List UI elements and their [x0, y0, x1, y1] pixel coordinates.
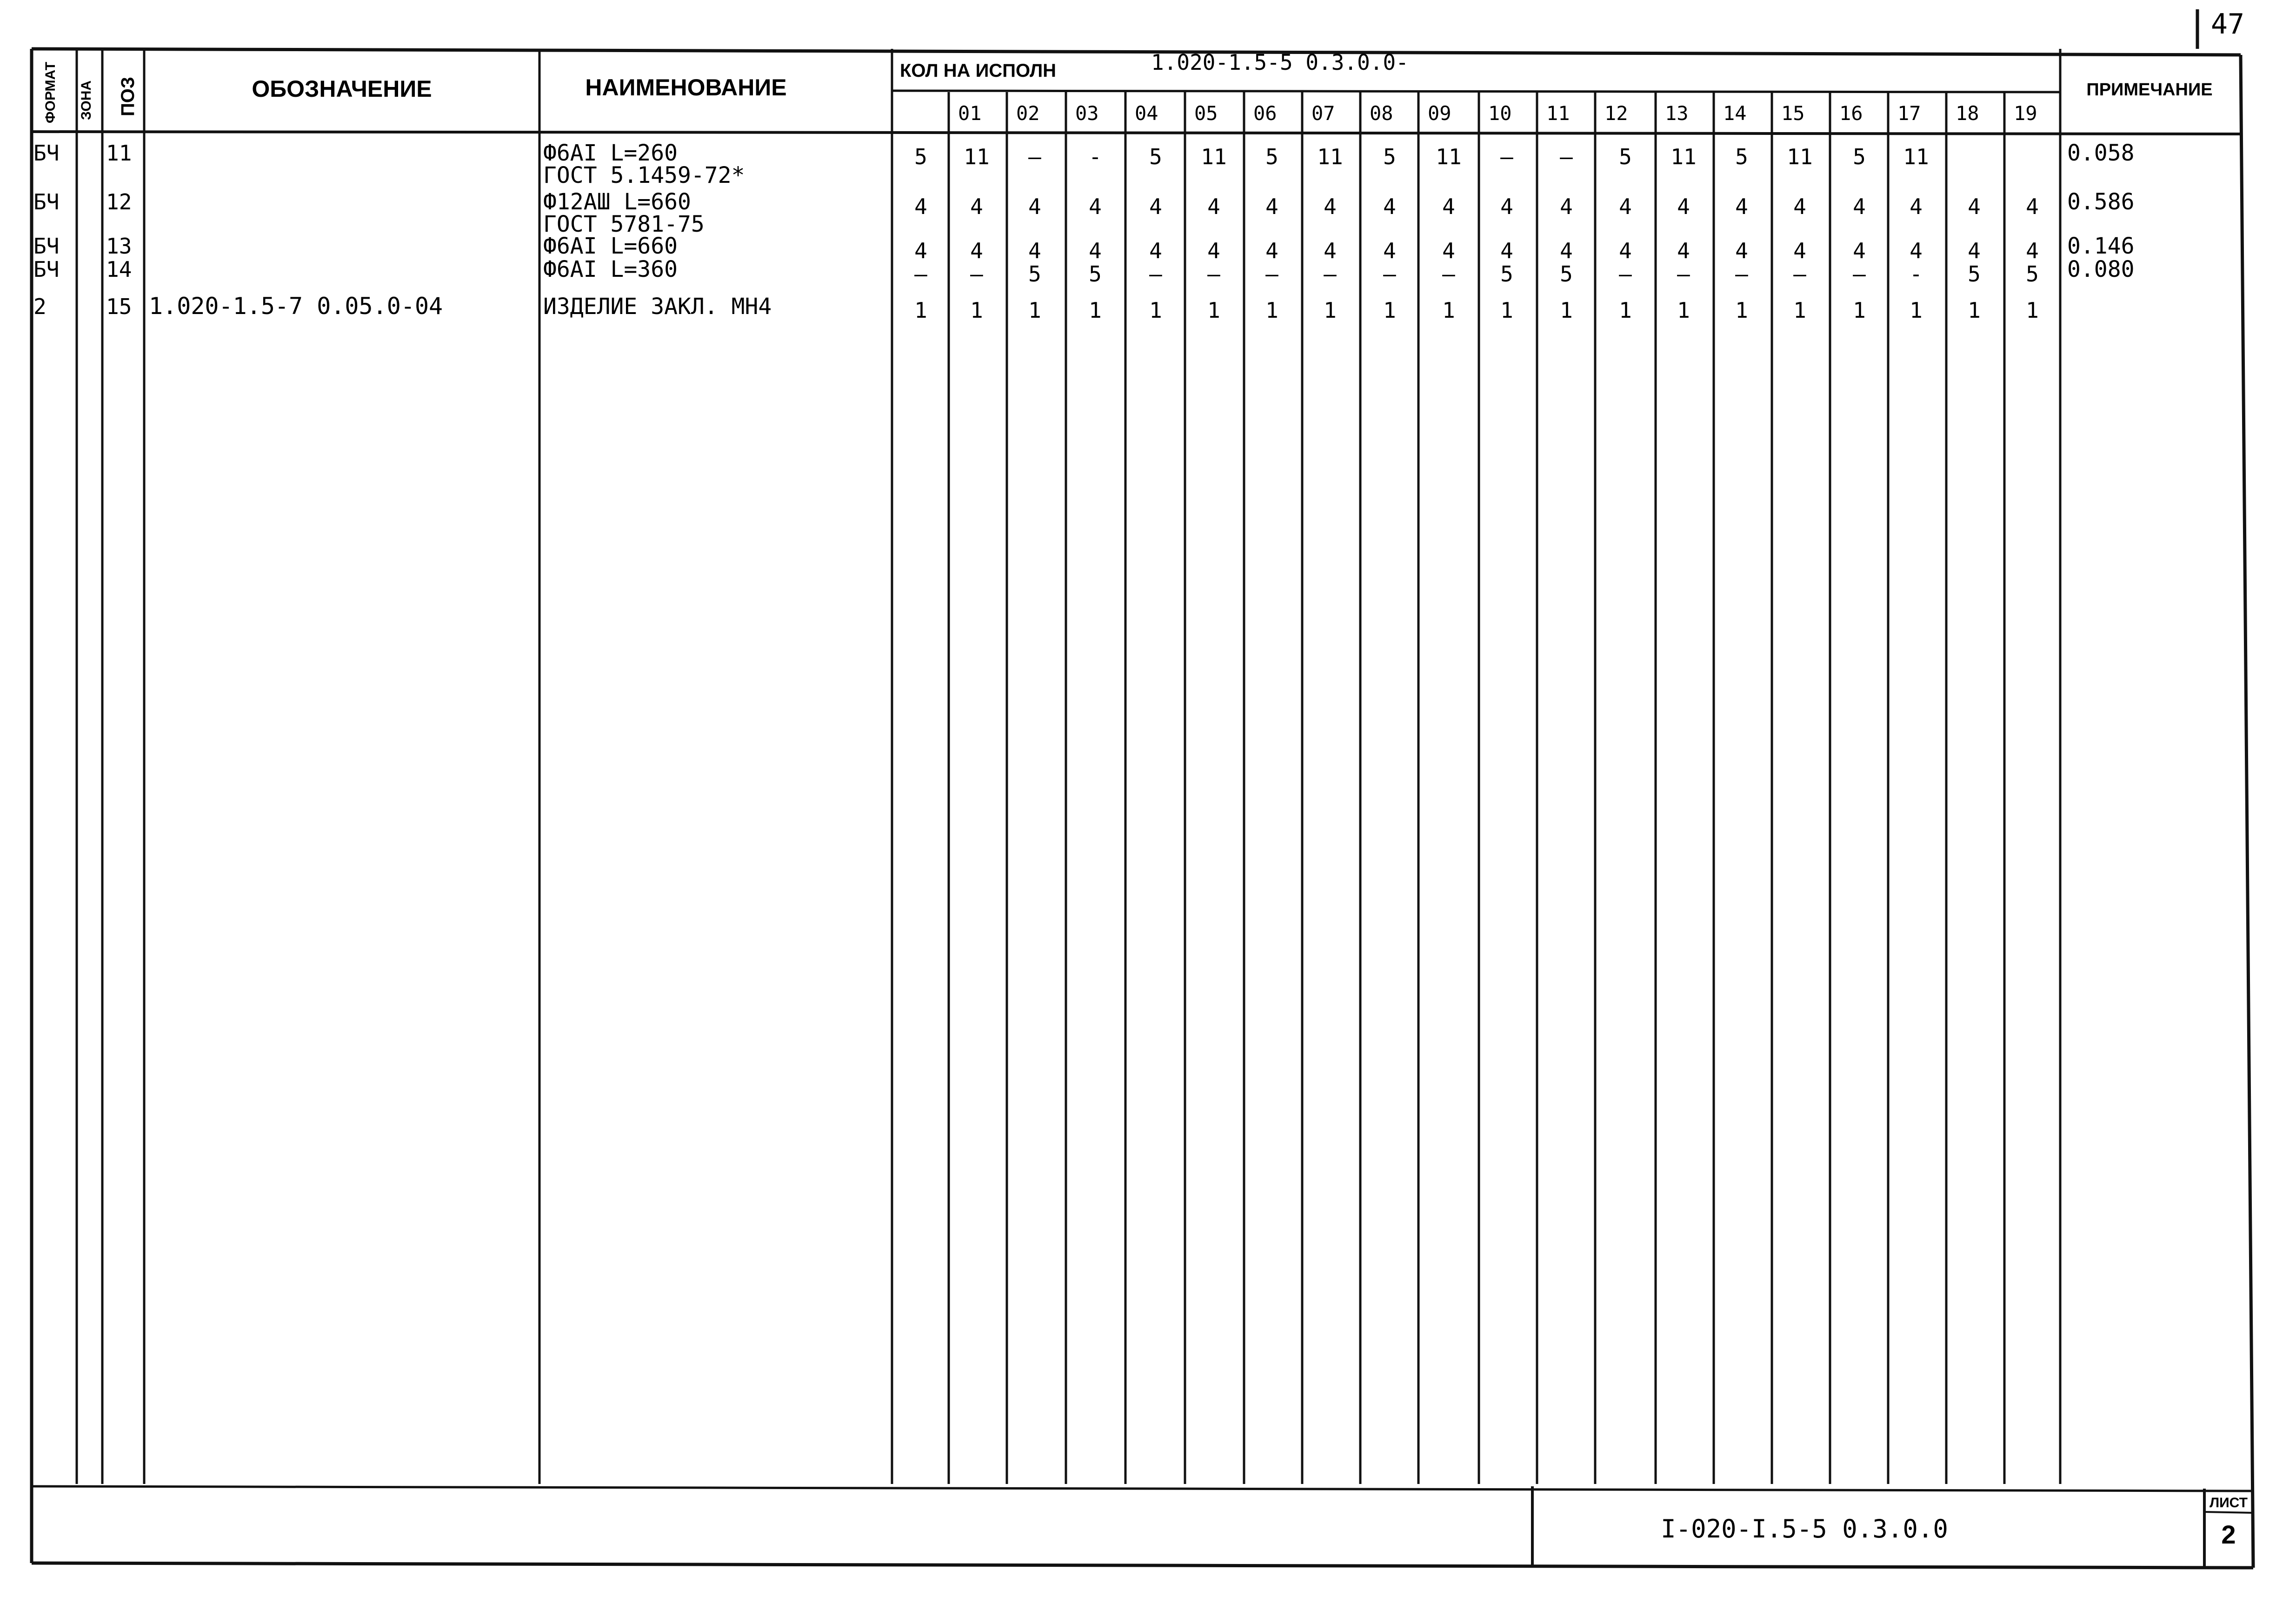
cell-qty: 4 [970, 194, 983, 219]
variant-header: 06 [1253, 102, 1277, 125]
variant-header: 01 [958, 102, 982, 125]
cell-qty: 1 [1560, 298, 1573, 323]
cell-qty: 4 [1442, 194, 1455, 219]
cell-qty: 4 [1968, 238, 1981, 263]
cell-qty: 1 [1500, 298, 1513, 323]
cell-qty: 5 [1853, 144, 1866, 169]
header-qty-code: 1.020-1.5-5 0.3.0.0- [1151, 50, 1409, 75]
cell-qty: – [1207, 261, 1220, 287]
variant-header: 19 [2014, 102, 2037, 125]
table-row [33, 293, 2039, 323]
cell-qty: 4 [1383, 238, 1396, 263]
cell-designation: 1.020-1.5-7 0.05.0-04 [149, 293, 443, 320]
variant-header: 14 [1723, 102, 1747, 125]
variant-header: 09 [1428, 102, 1451, 125]
cell-qty: 4 [2026, 194, 2039, 219]
cell-qty: 1 [1968, 298, 1981, 323]
cell-qty: 4 [1793, 238, 1806, 263]
spec-rows [33, 140, 2135, 323]
variant-header: 18 [1956, 102, 1979, 125]
variant-header: 03 [1075, 102, 1099, 125]
cell-name: ГОСТ 5781-75 [543, 211, 705, 237]
cell-qty: - [1089, 144, 1102, 169]
cell-qty: 11 [1201, 144, 1227, 169]
cell-qty: 1 [1324, 298, 1337, 323]
cell-qty: 4 [1383, 194, 1396, 219]
cell-qty: 4 [1677, 238, 1690, 263]
cell-qty: 4 [1265, 194, 1278, 219]
cell-qty: 1 [1793, 298, 1806, 323]
cell-qty: 4 [1500, 194, 1513, 219]
cell-qty: – [1560, 144, 1573, 169]
cell-note: 0.146 [2067, 233, 2135, 259]
variant-header: 05 [1194, 102, 1218, 125]
cell-qty: 4 [1968, 194, 1981, 219]
cell-qty: 4 [1560, 238, 1573, 263]
title-block [1532, 1486, 2253, 1567]
cell-qty: – [914, 261, 927, 287]
cell-qty: 1 [1853, 298, 1866, 323]
stamp-doc-code: I-020-I.5-5 0.3.0.0 [1661, 1514, 1948, 1544]
cell-qty: 1 [970, 298, 983, 323]
cell-qty: 11 [1787, 144, 1813, 169]
cell-qty: – [1853, 261, 1866, 287]
cell-qty: 4 [1324, 238, 1337, 263]
header-note: ПРИМЕЧАНИЕ [2086, 80, 2213, 100]
cell-qty: 11 [1317, 144, 1343, 169]
cell-qty: 1 [1619, 298, 1632, 323]
qty-subheader-rule [892, 91, 2060, 92]
cell-qty: – [1383, 261, 1396, 287]
variant-header: 08 [1370, 102, 1393, 125]
cell-qty: 4 [2026, 238, 2039, 263]
cell-name: Ф6АI L=260 [543, 140, 678, 166]
variant-header: 04 [1135, 102, 1158, 125]
cell-qty: 1 [1735, 298, 1748, 323]
cell-qty: 11 [964, 144, 990, 169]
cell-qty: – [970, 261, 983, 287]
cell-qty: 4 [1910, 238, 1923, 263]
cell-format: 2 [33, 294, 47, 319]
cell-qty: 1 [1442, 298, 1455, 323]
header-zone: ЗОНА [79, 80, 94, 120]
cell-qty: – [1500, 144, 1513, 169]
cell-qty: 4 [1735, 238, 1748, 263]
cell-format: БЧ [33, 234, 60, 259]
cell-name: Ф12АШ L=660 [543, 189, 691, 215]
cell-qty: 4 [914, 194, 927, 219]
cell-qty: 5 [1149, 144, 1162, 169]
cell-qty: 4 [1560, 194, 1573, 219]
cell-qty: 1 [1677, 298, 1690, 323]
cell-qty: 4 [970, 238, 983, 263]
variant-header: 16 [1839, 102, 1863, 125]
cell-qty: 5 [1383, 144, 1396, 169]
cell-pos: 13 [106, 234, 132, 259]
column-lines [77, 49, 2060, 1484]
cell-qty: – [1619, 261, 1632, 287]
cell-qty: – [1149, 261, 1162, 287]
cell-pos: 14 [106, 257, 132, 282]
cell-qty: 4 [1677, 194, 1690, 219]
cell-note: 0.058 [2067, 140, 2135, 166]
header-rule [32, 132, 2241, 134]
cell-name: Ф6АI L=660 [543, 233, 678, 259]
cell-qty: 5 [914, 144, 927, 169]
cell-format: БЧ [33, 189, 60, 214]
cell-qty: 4 [1089, 194, 1102, 219]
cell-qty: 1 [1265, 298, 1278, 323]
cell-qty: 5 [1735, 144, 1748, 169]
table-row [33, 140, 2135, 188]
cell-name: Ф6АI L=360 [543, 256, 678, 282]
cell-qty: 4 [1619, 238, 1632, 263]
cell-qty: 4 [1500, 238, 1513, 263]
stamp-sheet-number: 2 [2221, 1520, 2236, 1549]
cell-qty: 4 [1619, 194, 1632, 219]
cell-qty: 4 [1207, 238, 1220, 263]
cell-name: ГОСТ 5.1459-72* [543, 162, 745, 188]
table-row [33, 233, 2135, 263]
cell-qty: 4 [1853, 238, 1866, 263]
cell-note: 0.586 [2067, 189, 2135, 215]
cell-pos: 11 [106, 140, 132, 166]
cell-qty: 4 [1149, 194, 1162, 219]
cell-qty: 1 [914, 298, 927, 323]
header-name: НАИМЕНОВАНИЕ [585, 74, 787, 100]
cell-pos: 15 [106, 294, 132, 319]
variant-header: 10 [1488, 102, 1512, 125]
table-row [33, 189, 2135, 237]
table-row [33, 256, 2135, 287]
cell-qty: 4 [1793, 194, 1806, 219]
variant-header: 11 [1546, 102, 1570, 125]
header-format: ФОРМАТ [43, 61, 58, 123]
variant-header: 02 [1016, 102, 1040, 125]
cell-qty: 11 [1436, 144, 1462, 169]
cell-format: БЧ [33, 140, 60, 166]
cell-qty: – [1442, 261, 1455, 287]
header-qty-title: КОЛ НА ИСПОЛН [900, 60, 1057, 81]
cell-format: БЧ [33, 257, 60, 282]
cell-note: 0.080 [2067, 256, 2135, 282]
cell-qty: 11 [1670, 144, 1697, 169]
page-number: 47 [2210, 8, 2245, 40]
header-pos: ПОЗ [118, 77, 138, 116]
cell-qty: 4 [1028, 194, 1041, 219]
cell-qty: 11 [1903, 144, 1929, 169]
cell-qty: 1 [1028, 298, 1041, 323]
cell-qty: 4 [1442, 238, 1455, 263]
cell-qty: – [1265, 261, 1278, 287]
cell-qty: 5 [1619, 144, 1632, 169]
cell-qty: 5 [1089, 261, 1102, 287]
variant-header: 17 [1897, 102, 1921, 125]
cell-qty: – [1677, 261, 1690, 287]
cell-qty: 4 [1089, 238, 1102, 263]
cell-qty: 4 [1910, 194, 1923, 219]
header-designation: ОБОЗНАЧЕНИЕ [252, 76, 432, 102]
cell-qty: 5 [1560, 261, 1573, 287]
cell-qty: - [1910, 261, 1923, 287]
cell-qty: 5 [1028, 261, 1041, 287]
cell-qty: 1 [1383, 298, 1396, 323]
variant-header: 12 [1604, 102, 1628, 125]
cell-qty: – [1028, 144, 1041, 169]
variant-headers [958, 102, 2037, 125]
cell-qty: 4 [1028, 238, 1041, 263]
cell-qty: 5 [1265, 144, 1278, 169]
cell-qty: 4 [1324, 194, 1337, 219]
cell-qty: – [1793, 261, 1806, 287]
cell-qty: 5 [1500, 261, 1513, 287]
variant-header: 13 [1665, 102, 1689, 125]
cell-qty: 1 [1089, 298, 1102, 323]
cell-qty: 4 [1207, 194, 1220, 219]
cell-pos: 12 [106, 189, 132, 214]
cell-qty: – [1735, 261, 1748, 287]
variant-header: 15 [1781, 102, 1805, 125]
cell-qty: 1 [1207, 298, 1220, 323]
cell-qty: 4 [1265, 238, 1278, 263]
cell-qty: 5 [1968, 261, 1981, 287]
cell-qty: 4 [1149, 238, 1162, 263]
cell-qty: 4 [914, 238, 927, 263]
cell-qty: 5 [2026, 261, 2039, 287]
cell-qty: 4 [1853, 194, 1866, 219]
cell-qty: 4 [1735, 194, 1748, 219]
cell-qty: 1 [2026, 298, 2039, 323]
cell-qty: 1 [1910, 298, 1923, 323]
stamp-sheet-label: ЛИСТ [2209, 1495, 2248, 1510]
cell-name: ИЗДЕЛИЕ ЗАКЛ. МН4 [543, 294, 772, 320]
cell-qty: 1 [1149, 298, 1162, 323]
variant-header: 07 [1311, 102, 1335, 125]
cell-qty: – [1324, 261, 1337, 287]
